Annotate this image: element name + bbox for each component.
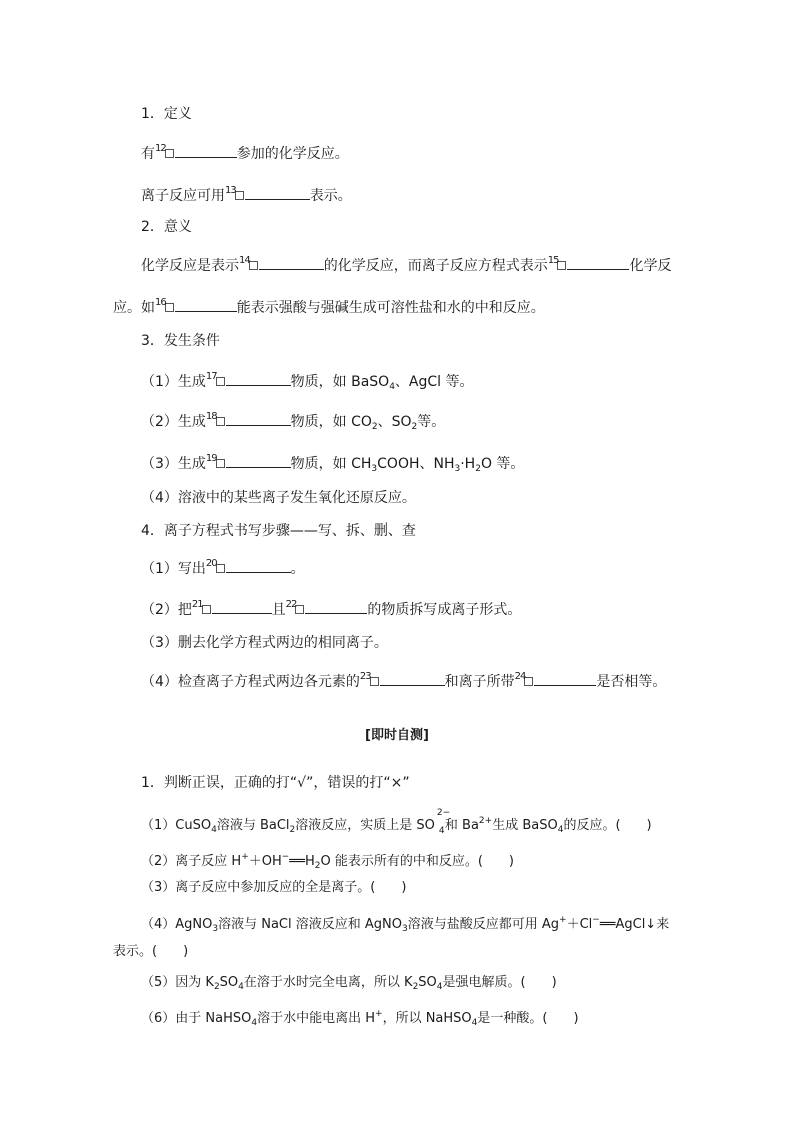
answer-paren[interactable]: 的反应。( ) <box>563 818 652 833</box>
answer-box-icon <box>249 261 258 270</box>
question-item-5 <box>141 973 557 997</box>
meaning-line-1 <box>141 254 671 278</box>
question-item-6 <box>141 1004 579 1033</box>
answer-box-icon <box>216 564 225 573</box>
text: 物质，如 CH <box>290 456 372 472</box>
answer-box-icon <box>235 191 244 200</box>
answer-box-icon <box>216 417 225 426</box>
subscript: 4 <box>389 382 395 392</box>
text: 表示。 <box>309 188 352 204</box>
text: ·H <box>460 456 476 472</box>
answer-box-icon <box>165 303 174 312</box>
text: （1）生成 <box>141 374 206 390</box>
text: 化学反应是表示 <box>141 258 239 274</box>
superscript: 2− <box>436 808 451 818</box>
answer-box-icon <box>557 261 566 270</box>
text: 和离子所带 <box>444 674 515 690</box>
footnote-number: 12 <box>155 143 166 154</box>
question-title: 1．判断正误，正确的打“√”，错误的打“×” <box>141 775 410 791</box>
fill-blank-21[interactable] <box>212 598 272 614</box>
answer-paren[interactable]: 是一种酸。( ) <box>477 1011 579 1026</box>
section-4-title: 4．离子方程式书写步骤——写、拆、删、查 <box>141 523 416 539</box>
superscript: + <box>375 1009 383 1019</box>
fill-blank-18[interactable] <box>226 410 291 426</box>
answer-box-icon <box>295 605 304 614</box>
text: ＋OH <box>248 854 282 869</box>
text: （4）AgNO <box>141 917 213 932</box>
text: 溶于水中能电离出 H <box>257 1011 376 1026</box>
definition-line-1 <box>141 142 349 166</box>
fill-blank-23[interactable] <box>380 670 445 686</box>
fill-blank-13[interactable] <box>245 184 310 200</box>
footnote-number: 17 <box>205 371 217 382</box>
condition-item-4: （4）溶液中的某些离子发生氧化还原反应。 <box>141 490 416 506</box>
text: （1）CuSO <box>141 818 212 833</box>
text: 是否相等。 <box>596 674 667 690</box>
footnote-number: 22 <box>285 599 297 610</box>
text: SO <box>418 975 437 990</box>
section-1-title: 1．定义 <box>141 106 192 122</box>
question-item-3: （3）离子反应中参加反应的全是离子。( ) <box>141 880 407 895</box>
fill-blank-24[interactable] <box>534 670 596 686</box>
subscript: 4 <box>557 825 564 835</box>
text: 、SO <box>377 414 412 430</box>
text: ，所以 NaHSO <box>382 1011 472 1026</box>
text: COOH、NH <box>377 456 455 472</box>
footnote-number: 23 <box>359 671 371 682</box>
subscript: 3 <box>454 464 461 474</box>
subscript: 2 <box>289 825 296 835</box>
superscript: + <box>559 915 567 925</box>
subscript: 3 <box>402 924 408 934</box>
question-item-1 <box>141 808 652 840</box>
fill-blank-16[interactable] <box>175 296 237 312</box>
text: 等。 <box>417 414 446 430</box>
step-item-2 <box>141 598 521 622</box>
text: SO <box>219 975 239 990</box>
subscript: 3 <box>371 464 378 474</box>
subscript: 4 <box>436 982 443 992</box>
section-2-title: 2．意义 <box>141 219 192 235</box>
footnote-number: 13 <box>225 185 236 196</box>
self-test-heading: [即时自测] <box>365 728 429 743</box>
subscript: 2 <box>412 982 419 992</box>
subscript: 3 <box>212 924 219 934</box>
fill-blank-15[interactable] <box>567 254 629 270</box>
superscript: − <box>592 915 600 925</box>
step-item-4 <box>141 670 666 694</box>
footnote-number: 19 <box>205 453 217 464</box>
subscript: 4 <box>251 1018 258 1028</box>
fill-blank-19[interactable] <box>226 452 291 468</box>
question-item-4 <box>141 910 669 939</box>
question-item-4-cont[interactable]: 表示。( ) <box>113 944 189 959</box>
text: ══H <box>289 854 315 869</box>
text: （1）写出 <box>141 561 206 577</box>
text: O 等。 <box>480 456 525 472</box>
text: （2）把 <box>141 602 192 618</box>
meaning-line-2 <box>113 296 545 320</box>
text: 生成 BaSO <box>492 818 558 833</box>
subscript: 2 <box>411 422 418 432</box>
text: （2）生成 <box>141 414 206 430</box>
answer-box-icon <box>370 677 379 686</box>
footnote-number: 21 <box>191 599 203 610</box>
text: 有 <box>141 146 155 162</box>
footnote-number: 24 <box>514 671 526 682</box>
section-3-title: 3．发生条件 <box>141 333 220 349</box>
charge-stack <box>435 808 451 836</box>
fill-blank-17[interactable] <box>226 370 291 386</box>
subscript: 2 <box>213 982 220 992</box>
subscript: 4 <box>471 1018 478 1028</box>
text: 的物质拆写成离子形式。 <box>367 602 522 618</box>
answer-box-icon <box>216 377 225 386</box>
footnote-number: 14 <box>239 255 250 266</box>
answer-box-icon <box>165 149 174 158</box>
text: （4）检查离子方程式两边各元素的 <box>141 674 360 690</box>
footnote-number: 15 <box>547 255 559 266</box>
superscript: 2+ <box>478 816 493 826</box>
subscript: 4 <box>238 982 244 992</box>
step-item-3: （3）删去化学方程式两边的相同离子。 <box>141 635 388 651</box>
text: 应。如 <box>113 300 155 316</box>
text: 物质，如 CO <box>290 414 372 430</box>
footnote-number: 18 <box>205 411 217 422</box>
answer-paren[interactable]: 是强电解质。( ) <box>442 975 557 990</box>
text: 离子反应可用 <box>141 188 225 204</box>
text: ══AgCl↓来 <box>599 917 670 932</box>
text: 的化学反应，而离子反应方程式表示 <box>323 258 548 274</box>
footnote-number: 16 <box>155 297 166 308</box>
subscript: 4 <box>211 825 217 835</box>
step-item-1 <box>141 557 305 581</box>
text: （5）因为 K <box>141 975 214 990</box>
condition-item-2 <box>141 410 445 437</box>
text: 且 <box>271 602 286 618</box>
answer-box-icon <box>216 459 225 468</box>
text: （3）生成 <box>141 456 206 472</box>
subscript: 4 <box>438 826 445 836</box>
superscript: − <box>281 852 290 862</box>
text: （2）离子反应 H <box>141 854 242 869</box>
question-item-2 <box>141 847 514 876</box>
text: ＋Cl <box>566 917 593 932</box>
fill-blank-14[interactable] <box>259 254 324 270</box>
answer-paren[interactable]: O 能表示所有的中和反应。( ) <box>320 854 514 869</box>
text: （6）由于 NaHSO <box>141 1011 252 1026</box>
text: 和 Ba <box>444 818 479 833</box>
text: 、AgCl 等。 <box>394 374 474 390</box>
answer-box-icon <box>202 605 211 614</box>
footnote-number: 20 <box>205 558 217 569</box>
fill-blank-12[interactable] <box>175 142 237 158</box>
text: 溶液与盐酸反应都可用 Ag <box>407 917 560 932</box>
text: 溶液与 BaCl <box>216 818 290 833</box>
text: 参加的化学反应。 <box>236 146 349 162</box>
subscript: 2 <box>475 464 481 474</box>
fill-blank-22[interactable] <box>305 598 367 614</box>
text: 能表示强酸与强碱生成可溶性盐和水的中和反应。 <box>236 300 545 316</box>
text: 化学反 <box>629 258 672 274</box>
answer-box-icon <box>524 677 533 686</box>
subscript: 2 <box>314 861 321 871</box>
subscript: 2 <box>371 422 378 432</box>
superscript: + <box>241 852 249 862</box>
text: 溶液反应，实质上是 SO <box>295 818 435 833</box>
text: 溶液与 NaCl 溶液反应和 AgNO <box>218 917 402 932</box>
text: 在溶于水时完全电离，所以 K <box>243 975 413 990</box>
fill-blank-20[interactable] <box>226 557 291 573</box>
condition-item-3 <box>141 452 524 479</box>
text: 物质，如 BaSO <box>290 374 390 390</box>
condition-item-1 <box>141 370 474 397</box>
definition-line-2 <box>141 184 352 208</box>
text: 。 <box>290 561 305 577</box>
